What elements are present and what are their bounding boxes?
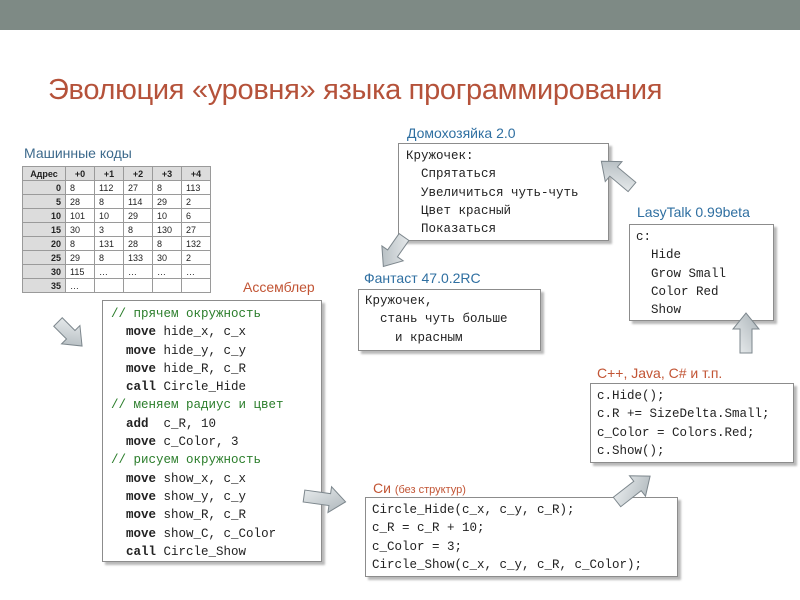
code-line: Кружочек,: [365, 294, 433, 308]
table-header-cell: Адрес: [23, 167, 66, 181]
code-cell: 28: [66, 195, 95, 209]
code-cell: 130: [153, 223, 182, 237]
lasytalk-label: LasyTalk 0.99beta: [637, 204, 750, 220]
code-args: hide_x, c_x: [163, 325, 247, 340]
code-cell: 28: [124, 237, 153, 251]
address-cell: 25: [23, 251, 66, 265]
code-cell: 29: [153, 195, 182, 209]
cpp-label: C++, Java, C# и т.п.: [597, 365, 723, 381]
address-cell: 35: [23, 279, 66, 293]
code-line: Показаться: [406, 222, 497, 237]
code-opcode: add: [126, 416, 157, 431]
code-line: Grow Small: [636, 266, 727, 281]
code-line: c_R = c_R + 10;: [372, 521, 485, 536]
code-line: Color Red: [636, 284, 719, 299]
code-args: hide_R, c_R: [163, 361, 247, 376]
arrow-housewife-to-fantast: [373, 230, 415, 274]
code-comment: // прячем окружность: [111, 307, 262, 321]
code-opcode: move: [126, 471, 157, 486]
address-cell: 15: [23, 223, 66, 237]
code-args: show_y, c_y: [163, 489, 247, 504]
code-cell: …: [124, 265, 153, 279]
code-line: c.R += SizeDelta.Small;: [597, 407, 770, 422]
code-cell: 30: [153, 251, 182, 265]
code-line: Hide: [636, 248, 682, 263]
code-line: c.Show();: [597, 443, 665, 458]
code-args: Circle_Hide: [163, 380, 247, 395]
address-cell: 20: [23, 237, 66, 251]
code-cell: 101: [66, 209, 95, 223]
address-cell: 5: [23, 195, 66, 209]
code-cell: 8: [95, 195, 124, 209]
assembler-label: Ассемблер: [243, 279, 315, 295]
code-cell: 133: [124, 251, 153, 265]
code-line: и красным: [365, 330, 463, 345]
code-opcode: call: [126, 380, 157, 395]
code-line: c_Color = 3;: [372, 539, 463, 554]
address-cell: 30: [23, 265, 66, 279]
code-line: Спрятаться: [406, 167, 497, 182]
code-cell: …: [182, 265, 211, 279]
code-cell: 3: [95, 223, 124, 237]
code-opcode: move: [126, 526, 157, 541]
code-opcode: move: [126, 489, 157, 504]
code-cell: 132: [182, 237, 211, 251]
code-cell: 131: [95, 237, 124, 251]
code-cell: …: [153, 265, 182, 279]
table-header-cell: +0: [66, 167, 95, 181]
code-cell: 8: [66, 181, 95, 195]
code-comment: // рисуем окружность: [111, 453, 262, 468]
code-cell: 8: [95, 251, 124, 265]
code-line: Circle_Show(c_x, c_y, c_R, c_Color);: [372, 557, 643, 572]
code-cell: 112: [95, 181, 124, 195]
code-line: c.Hide();: [597, 389, 665, 403]
code-opcode: move: [126, 508, 157, 523]
table-header-cell: +3: [153, 167, 182, 181]
code-line: Show: [636, 303, 682, 318]
arrow-machine-to-asm: [49, 313, 91, 355]
code-opcode: move: [126, 325, 157, 340]
code-cell: 6: [182, 209, 211, 223]
page-title: Эволюция «уровня» языка программирования: [48, 74, 663, 106]
code-cell: 30: [66, 223, 95, 237]
code-cell: 8: [153, 181, 182, 195]
address-cell: 10: [23, 209, 66, 223]
code-cell: 27: [182, 223, 211, 237]
table-header-cell: +1: [95, 167, 124, 181]
code-line: Увеличиться чуть-чуть: [406, 185, 579, 200]
code-line: Цвет красный: [406, 203, 512, 218]
code-cell: 10: [153, 209, 182, 223]
arrow-lasytalk-to-housewife: [593, 151, 640, 197]
code-cell: 29: [124, 209, 153, 223]
code-args: show_C, c_Color: [163, 526, 277, 541]
code-cell: 2: [182, 195, 211, 209]
code-cell: 2: [182, 251, 211, 265]
code-opcode: move: [126, 343, 157, 358]
code-cell: 29: [66, 251, 95, 265]
code-cell: 8: [153, 237, 182, 251]
housewife-label: Домохозяйка 2.0: [407, 125, 516, 141]
code-line: c_Color = Colors.Red;: [597, 425, 755, 440]
code-line: Circle_Hide(c_x, c_y, c_R);: [372, 503, 575, 517]
machine-codes-label: Машинные коды: [24, 145, 132, 161]
code-cell: 115: [66, 265, 95, 279]
arrow-asm-to-c: [302, 483, 347, 515]
code-opcode: call: [126, 544, 157, 559]
c-label-main: Си: [373, 480, 391, 496]
code-args: c_Color, 3: [163, 435, 239, 450]
code-args: c_R, 10: [163, 416, 217, 431]
code-cell: 113: [182, 181, 211, 195]
arrow-cpp-to-lasytalk: [733, 313, 759, 353]
code-opcode: move: [126, 435, 157, 450]
table-header-cell: +2: [124, 167, 153, 181]
code-cell: …: [95, 265, 124, 279]
code-cell: 8: [124, 223, 153, 237]
code-args: hide_y, c_y: [163, 343, 247, 358]
fantast-label: Фантаст 47.0.2RC: [364, 270, 481, 286]
c-label-note: (без структур): [394, 484, 466, 496]
code-cell: 114: [124, 195, 153, 209]
code-args: show_R, c_R: [163, 508, 247, 523]
code-line: стань чуть больше: [365, 312, 508, 327]
code-comment: // меняем радиус и цвет: [111, 398, 284, 413]
address-cell: 0: [23, 181, 66, 195]
code-opcode: move: [126, 361, 157, 376]
code-line: c:: [636, 230, 652, 244]
code-cell: …: [66, 279, 95, 293]
code-args: show_x, c_x: [163, 471, 247, 486]
code-cell: 8: [66, 237, 95, 251]
code-cell: 10: [95, 209, 124, 223]
arrow-c-to-cpp: [609, 466, 658, 512]
table-header-cell: +4: [182, 167, 211, 181]
code-line: Кружочек:: [406, 149, 474, 163]
code-args: Circle_Show: [163, 544, 247, 559]
code-cell: 27: [124, 181, 153, 195]
